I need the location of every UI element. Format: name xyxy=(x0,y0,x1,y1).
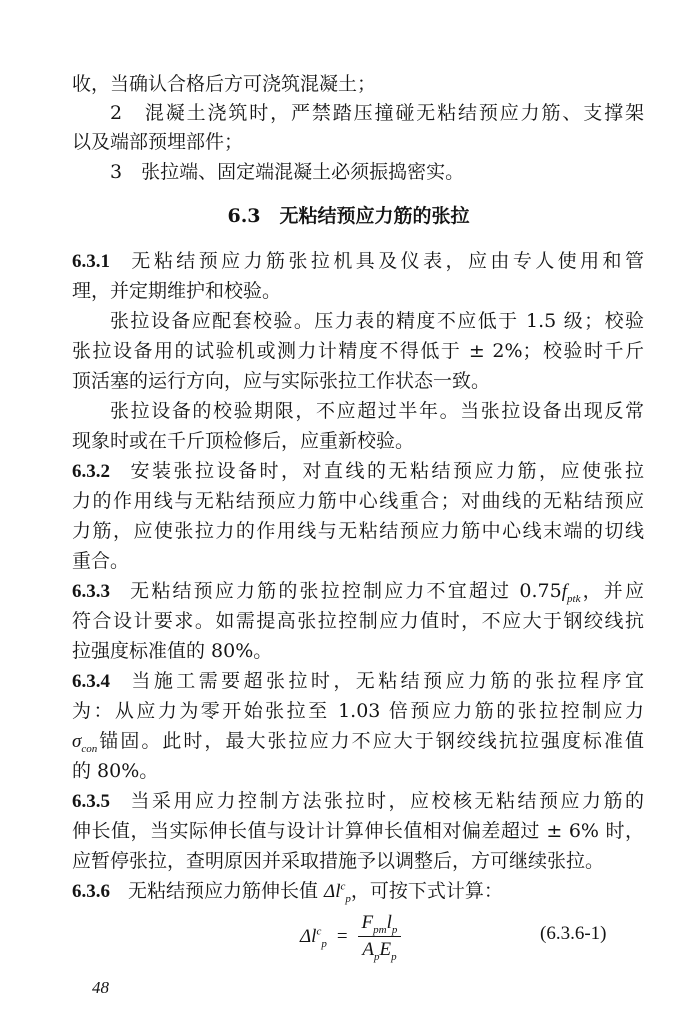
clause-number: 6.3.3 xyxy=(72,581,110,602)
clause-text: 无粘结预应力筋张拉机具及仪表，应由专人使用和管 xyxy=(128,250,644,272)
formula-numerator: $F_{pm}l_p$ xyxy=(358,912,402,937)
clause-number: 6.3.1 xyxy=(72,251,110,272)
clause-text: 无粘结预应力筋伸长值 xyxy=(128,880,325,902)
clause-text-end: ，并应 xyxy=(580,580,644,602)
text-line-2: 2 混凝土浇筑时，严禁踏压撞碰无粘结预应力筋、支撑架 xyxy=(110,102,644,124)
text-line-1: 收，当确认合格后方可浇筑混凝土； xyxy=(72,73,377,95)
text-line-24: 伸长值，当实际伸长值与设计计算伸长值相对偏差超过 ± 6% 时， xyxy=(72,820,644,842)
clause-number: 6.3.2 xyxy=(72,461,110,482)
text-line-18: 拉强度标准值的 80%。 xyxy=(72,640,273,662)
text-line-3: 以及端部预埋部件； xyxy=(72,131,244,153)
text-line-6: 理，并定期维护和校验。 xyxy=(72,280,282,302)
elongation-formula xyxy=(300,912,401,961)
page-number: 48 xyxy=(92,978,109,997)
clause-6-3-6-line-1 xyxy=(72,879,644,904)
clause-number: 6.3.6 xyxy=(72,881,110,902)
text-line-14: 力筋，应使张拉力的作用线与无粘结预应力筋中心线末端的切线 xyxy=(72,520,644,542)
clause-text: 安装张拉设备时，对直线的无粘结预应力筋，应使张拉 xyxy=(128,460,644,482)
text-line-17: 符合设计要求。如需提高张拉控制应力值时，不应大于钢绞线抗 xyxy=(72,610,644,632)
sigma-con-symbol: $\sigma_{con}$ xyxy=(72,731,98,755)
text-line-7: 张拉设备应配套校验。压力表的精度不应低于 1.5 级；校验 xyxy=(110,310,644,332)
clause-text: 当采用应力控制方法张拉时，应校核无粘结预应力筋的 xyxy=(128,790,644,812)
text-line-22: 的 80%。 xyxy=(72,760,159,782)
f-ptk-symbol: $f_{ptk}$ xyxy=(561,581,581,605)
clause-6-3-4-line-1 xyxy=(72,669,644,694)
text-line-9: 顶活塞的运行方向，应与实际张拉工作状态一致。 xyxy=(72,370,491,392)
text-line-21 xyxy=(72,729,644,754)
text-line-8: 张拉设备用的试验机或测力计精度不得低于 ± 2%；校验时千斤 xyxy=(72,340,644,362)
text-line-11: 现象时或在千斤顶检修后，应重新校验。 xyxy=(72,430,415,452)
clause-text-end: ，可按下式计算： xyxy=(350,880,503,902)
text-line-25: 应暂停张拉，查明原因并采取措施予以调整后，方可继续张拉。 xyxy=(72,850,605,872)
equals-sign: = xyxy=(336,925,348,947)
text-line-21-text: 锚固。此时，最大张拉应力不应大于钢绞线抗拉强度标准值 xyxy=(97,730,644,752)
clause-text: 无粘结预应力筋的张拉控制应力不宜超过 0.75 xyxy=(128,580,562,602)
clause-6-3-3-line-1 xyxy=(72,579,644,604)
section-heading: 6.3 无粘结预应力筋的张拉 xyxy=(227,205,470,227)
delta-lp-symbol: $\Delta l^c_p$ xyxy=(324,880,351,905)
text-line-10: 张拉设备的校验期限，不应超过半年。当张拉设备出现反常 xyxy=(110,400,644,422)
text-line-20: 为：从应力为零开始张拉至 1.03 倍预应力筋的张拉控制应力 xyxy=(72,700,644,722)
clause-6-3-5-line-1 xyxy=(72,789,644,814)
clause-6-3-2-line-1 xyxy=(72,459,644,484)
clause-number: 6.3.4 xyxy=(72,671,110,692)
text-line-4: 3 张拉端、固定端混凝土必须振捣密实。 xyxy=(110,161,465,183)
equation-number: (6.3.6-1) xyxy=(540,923,607,944)
formula-lhs: $\Delta l^c_p$ xyxy=(300,925,327,950)
clause-number: 6.3.5 xyxy=(72,791,110,812)
clause-text: 当施工需要超张拉时，无粘结预应力筋的张拉程序宜 xyxy=(128,670,644,692)
text-line-15: 重合。 xyxy=(72,550,130,572)
formula-fraction xyxy=(358,912,402,961)
text-line-13: 力的作用线与无粘结预应力筋中心线重合；对曲线的无粘结预应 xyxy=(72,490,644,512)
clause-6-3-1-line-1 xyxy=(72,249,644,274)
formula-denominator: $A_pE_p$ xyxy=(362,939,397,963)
